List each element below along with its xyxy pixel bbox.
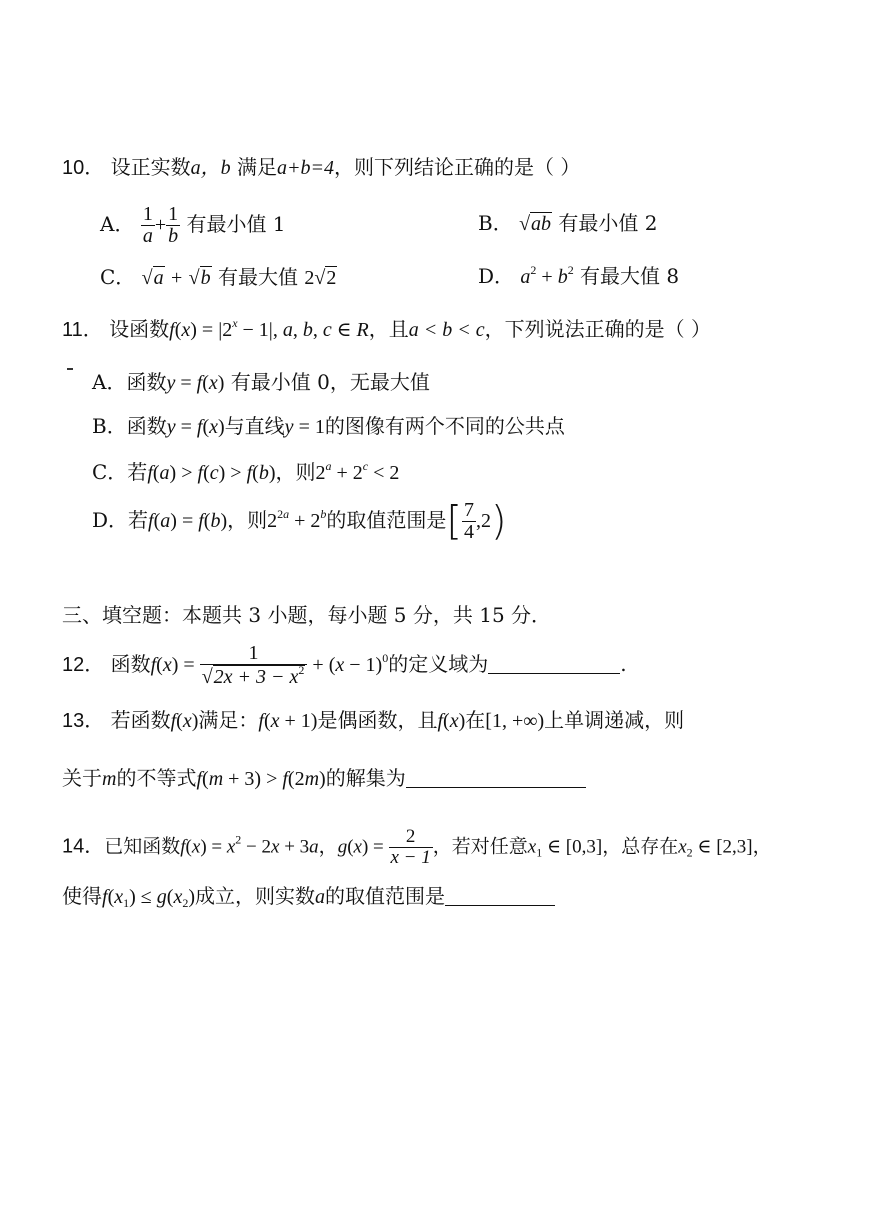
q12-number: 12． — [62, 654, 105, 676]
q11-d-frac: $\frac{7}{4}$ — [464, 499, 475, 543]
q10-vars: a，b — [190, 157, 231, 179]
q10-d-label: D． — [478, 264, 515, 288]
q11-stem-end: ，下列说法正确的是（ ） — [484, 317, 711, 341]
q12-answer-blank[interactable] — [488, 655, 620, 674]
q11-d-mid: ，则 — [227, 508, 268, 532]
q12-pre: 函数 — [110, 652, 151, 676]
q13-number: 13． — [62, 710, 105, 732]
q10-option-d: D． $a^2 + b^2$ 有最大值 8 — [478, 263, 680, 288]
q13-mid1: 满足： — [198, 708, 259, 732]
q11-b-pre: B．函数 — [92, 414, 167, 438]
q14-line1: 14．已知函数$f(x) = x^2 - 2x + 3a$，g(x) = $\frac{2}{x - 1}$ ，若对任意$x_1$ ∈ [0,3]，总存在$x_2$ ∈ [2,3]， — [62, 826, 772, 868]
q11-stem: 11． 设函数$f(x) = |2^x - 1|$, a, b, c ∈ R，且a < b < c，下列说法正确的是（ ） — [62, 316, 711, 341]
q11-option-b: B．函数y = f(x)与直线y = 1的图像有两个不同的公共点 — [92, 414, 565, 438]
q10-stem — [62, 157, 580, 178]
q13-answer-blank[interactable] — [406, 769, 586, 788]
q10-a-text: 有最小值 1 — [186, 212, 286, 236]
q14-line2-mid: 成立，则实数 — [195, 884, 315, 908]
q11-ineq: a < b < c — [408, 319, 485, 341]
q11-option-d: D．若f(a) = f(b)，则$2^{2a} + 2^b$的取值范围是[ $\frac{7}{4}$ ,2) — [92, 498, 507, 545]
q14-number: 14． — [62, 835, 105, 858]
q10-a-frac1: $\frac{1}{a}$ — [142, 203, 153, 247]
q14-frac: $\frac{2}{x - 1}$ — [390, 826, 431, 868]
q11-a-post: 有最小值 0，无最大值 — [230, 370, 430, 394]
q10-b-label: B． — [478, 211, 513, 235]
q10-option-c: C． √a + √b 有最大值 2√2 — [100, 265, 337, 289]
scan-mark — [67, 368, 73, 370]
section-3-title: 三、填空题：本题共 3 小题，每小题 5 分，共 15 分． — [62, 603, 552, 627]
q11-option-c: C．若f(a) > f(c) > f(b)，则$2^a + 2^c < 2$ — [92, 459, 400, 484]
q12-end: . — [620, 652, 627, 676]
q13-var-m: m — [102, 768, 117, 790]
q13-pre: 若函数 — [110, 708, 171, 732]
q14-answer-blank[interactable] — [445, 887, 555, 906]
q14-mid1: ， — [318, 835, 338, 858]
q13-line1: 13． 若函数f(x)满足：f(x + 1)是偶函数，且f(x)在[1, +∞)上单调递减，则 — [62, 708, 685, 732]
q10-stem-pre: 设正实数 — [110, 155, 191, 179]
q10-option-b — [478, 212, 658, 235]
q13-mid2: 是偶函数，且 — [317, 708, 438, 732]
q10-stem-mid: 满足 — [236, 155, 277, 179]
q10-c-sqrt-b: √b — [188, 267, 211, 289]
q10-number: 10． — [62, 157, 105, 179]
q14-mid2: ，若对任意 — [432, 835, 528, 858]
q10-a-frac2: $\frac{1}{b}$ — [168, 203, 179, 247]
q12-frac: $\frac{1}{√2x + 3 - x^2}$ — [200, 643, 308, 688]
q12-line: 12． 函数f(x) = $\frac{1}{√2x + 3 - x^2}$ + $(x - 1)^0$的定义域为 . — [62, 642, 627, 688]
q13-mid3: 在 — [465, 708, 486, 732]
q10-d-text: 有最大值 8 — [580, 264, 680, 288]
q11-d-pre: D．若 — [92, 508, 149, 532]
q12-post: 的定义域为 — [388, 652, 489, 676]
q10-b-sqrt: √ab — [519, 213, 552, 235]
q11-b-post: 的图像有两个不同的公共点 — [324, 414, 565, 438]
q14-line2: 使得$f(x_1) \le g(x_2)$成立，则实数a的取值范围是 — [62, 886, 555, 907]
q11-c-mid: ，则 — [275, 460, 316, 484]
q14-mid3: ，总存在 — [602, 835, 679, 858]
q11-c-pre: C．若 — [92, 460, 148, 484]
q11-option-a: A．函数y = f(x) 有最小值 0，无最大值 — [92, 370, 430, 394]
q13-line2: 关于m的不等式f(m + 3) > f(2m)的解集为 — [62, 768, 586, 789]
q14-end1: ， — [752, 835, 772, 858]
q10-c-text: 有最大值 — [218, 265, 298, 289]
q13-line2-mid: 的不等式 — [116, 766, 197, 790]
q10-eq: a+b=4 — [276, 157, 334, 179]
q10-b-text: 有最小值 2 — [558, 211, 658, 235]
q14-pre: 已知函数 — [104, 835, 181, 858]
q10-a-label: A． — [100, 212, 135, 236]
q11-b-mid: 与直线 — [224, 414, 285, 438]
q10-c-label: C． — [100, 265, 136, 289]
q10-c-sqrt-2: √2 — [314, 267, 337, 289]
q11-stem-pre: 设函数 — [109, 317, 170, 341]
q13-line2-pre: 关于 — [62, 766, 102, 790]
q14-var-a: a — [315, 886, 325, 908]
q11-number: 11． — [62, 319, 103, 341]
q10-c-sqrt-a: √a — [141, 267, 164, 289]
q14-line2-post: 的取值范围是 — [325, 884, 445, 908]
q10-option-a: A． $\frac{1}{a}$ + $\frac{1}{b}$ 有最小值 1 — [100, 203, 286, 247]
q11-d-post: 的取值范围是 — [326, 508, 447, 532]
q10-stem-post: ，则下列结论正确的是（ ） — [333, 155, 581, 179]
q14-line2-pre: 使得 — [62, 884, 102, 908]
q11-a-pre: A．函数 — [92, 370, 167, 394]
q11-stem-post: ，且 — [368, 317, 409, 341]
q13-line2-post: 的解集为 — [325, 766, 406, 790]
q13-mid4: 上单调递减，则 — [544, 708, 685, 732]
